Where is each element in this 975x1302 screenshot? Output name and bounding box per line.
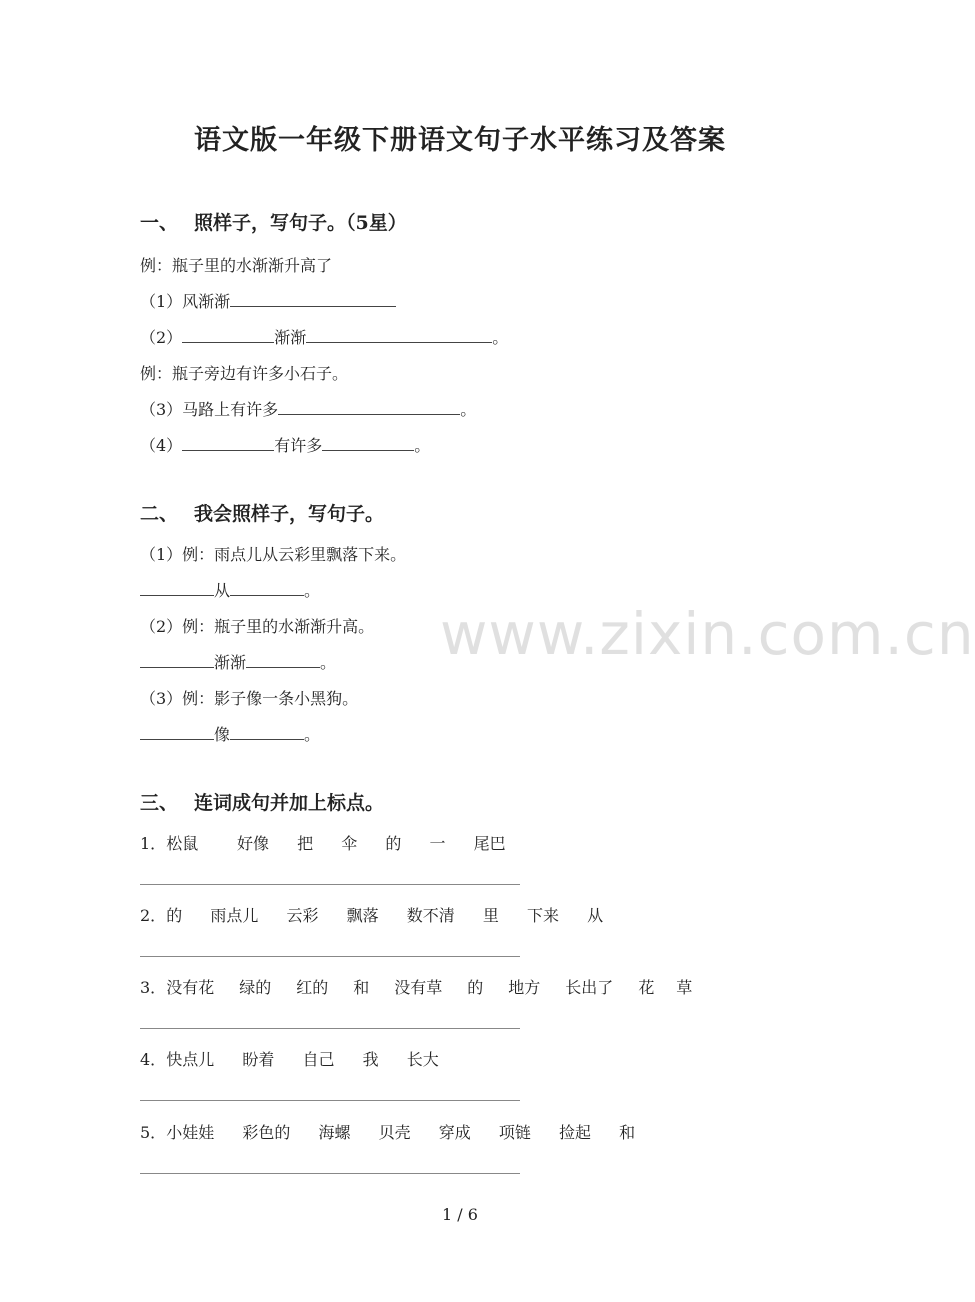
s2-q3-mid: 像: [214, 725, 231, 744]
answer-blank[interactable]: [246, 651, 320, 668]
word-token: 的: [467, 978, 484, 997]
section-2-answer-1: [140, 578, 320, 601]
section-3-title: 连词成句并加上标点。: [194, 792, 385, 814]
word-token: 没有花: [166, 978, 215, 997]
answer-blank[interactable]: [140, 723, 214, 740]
word-token: 长出了: [565, 978, 614, 997]
reorder-question-5: [140, 1120, 635, 1143]
word-token: 项链: [498, 1123, 531, 1142]
answer-blank[interactable]: [230, 723, 304, 740]
word-token: 长大: [406, 1050, 439, 1069]
section-1-question-1: [140, 289, 396, 312]
s2-q2-mid: 渐渐: [214, 653, 247, 672]
answer-blank[interactable]: [278, 398, 460, 415]
q2-end: 。: [492, 328, 509, 347]
answer-line[interactable]: [140, 1173, 520, 1174]
word-token: 彩色的: [242, 1123, 291, 1142]
word-token: 把: [297, 834, 314, 853]
section-2-title: 我会照样子，写句子。: [194, 503, 385, 525]
question-number: 3．: [140, 978, 167, 997]
word-token: 海螺: [318, 1123, 351, 1142]
section-1-question-2: [140, 325, 508, 348]
answer-blank[interactable]: [140, 651, 214, 668]
word-token: 自己: [302, 1050, 335, 1069]
word-token: 红的: [296, 978, 329, 997]
section-2-answer-2: [140, 650, 336, 673]
section-1-title: 照样子，写句子。（5星）: [194, 212, 407, 234]
question-number: 1．: [140, 834, 167, 853]
word-token: 的: [385, 834, 402, 853]
answer-blank[interactable]: [230, 579, 304, 596]
answer-line[interactable]: [140, 1028, 520, 1029]
word-token: 从: [587, 906, 604, 925]
word-token: 和: [353, 978, 370, 997]
s2-q3-end: 。: [304, 725, 321, 744]
s2-q1-mid: 从: [214, 581, 231, 600]
section-1-heading: [140, 208, 407, 235]
word-token: 云彩: [286, 906, 319, 925]
section-3-heading: [140, 788, 384, 815]
section-2-example-1: （1）例：雨点儿从云彩里飘落下来。: [140, 545, 407, 564]
word-token: 数不清: [406, 906, 455, 925]
q4-prefix: （4）: [140, 436, 183, 455]
reorder-question-4: [140, 1047, 439, 1070]
word-token: 盼着: [242, 1050, 275, 1069]
word-token: 飘落: [346, 906, 379, 925]
q2-prefix: （2）: [140, 328, 183, 347]
section-1-example-1: 例：瓶子里的水渐渐升高了: [140, 256, 333, 275]
watermark: www.zixin.com.cn: [440, 600, 975, 668]
section-2-example-3: （3）例：影子像一条小黑狗。: [140, 689, 359, 708]
word-token: 小娃娃: [166, 1123, 215, 1142]
section-1-example-2: 例：瓶子旁边有许多小石子。: [140, 364, 349, 383]
answer-blank[interactable]: [140, 579, 214, 596]
word-token: 地方: [508, 978, 541, 997]
answer-line[interactable]: [140, 884, 520, 885]
q2-mid: 渐渐: [274, 328, 307, 347]
word-token: 伞: [341, 834, 358, 853]
section-1-question-3: [140, 397, 476, 420]
word-token: 尾巴: [473, 834, 506, 853]
page-title: 语文版一年级下册语文句子水平练习及答案: [194, 125, 726, 156]
word-token: 里: [482, 906, 499, 925]
word-token: 花: [638, 978, 655, 997]
word-token: 雨点儿: [210, 906, 259, 925]
q1-prefix: （1）风渐渐: [140, 292, 231, 311]
answer-line[interactable]: [140, 1100, 520, 1101]
word-token: 和: [619, 1123, 636, 1142]
q3-end: 。: [460, 400, 477, 419]
answer-blank[interactable]: [230, 290, 396, 307]
q4-end: 。: [414, 436, 431, 455]
answer-line[interactable]: [140, 956, 520, 957]
section-2-heading: [140, 499, 384, 526]
reorder-question-2: [140, 903, 603, 926]
word-token: 下来: [527, 906, 560, 925]
word-token: 没有草: [394, 978, 443, 997]
section-2-example-2: （2）例：瓶子里的水渐渐升高。: [140, 617, 375, 636]
question-number: 5．: [140, 1123, 167, 1142]
section-2-answer-3: [140, 722, 320, 745]
word-token: 穿成: [438, 1123, 471, 1142]
word-token: 一: [429, 834, 446, 853]
section-2-number: 二、: [140, 503, 179, 525]
reorder-question-1: [140, 831, 506, 854]
answer-blank[interactable]: [182, 434, 274, 451]
page-number: 1 / 6: [442, 1205, 478, 1224]
answer-blank[interactable]: [322, 434, 414, 451]
q4-mid: 有许多: [274, 436, 323, 455]
section-3-number: 三、: [140, 792, 179, 814]
word-token: 快点儿: [166, 1050, 215, 1069]
word-token: 我: [362, 1050, 379, 1069]
answer-blank[interactable]: [306, 326, 492, 343]
word-token: 贝壳: [378, 1123, 411, 1142]
question-number: 4．: [140, 1050, 167, 1069]
word-token: 好像: [236, 834, 269, 853]
section-1-question-4: [140, 433, 430, 456]
s2-q2-end: 。: [320, 653, 337, 672]
reorder-question-3: [140, 975, 692, 998]
question-number: 2．: [140, 906, 167, 925]
word-token: 的: [166, 906, 183, 925]
word-token: 绿的: [239, 978, 272, 997]
section-1-number: 一、: [140, 212, 179, 234]
s2-q1-end: 。: [304, 581, 321, 600]
word-token: 草: [676, 978, 693, 997]
word-token: 捡起: [559, 1123, 592, 1142]
answer-blank[interactable]: [182, 326, 274, 343]
q3-prefix: （3）马路上有许多: [140, 400, 279, 419]
word-token: 松鼠: [166, 834, 199, 853]
